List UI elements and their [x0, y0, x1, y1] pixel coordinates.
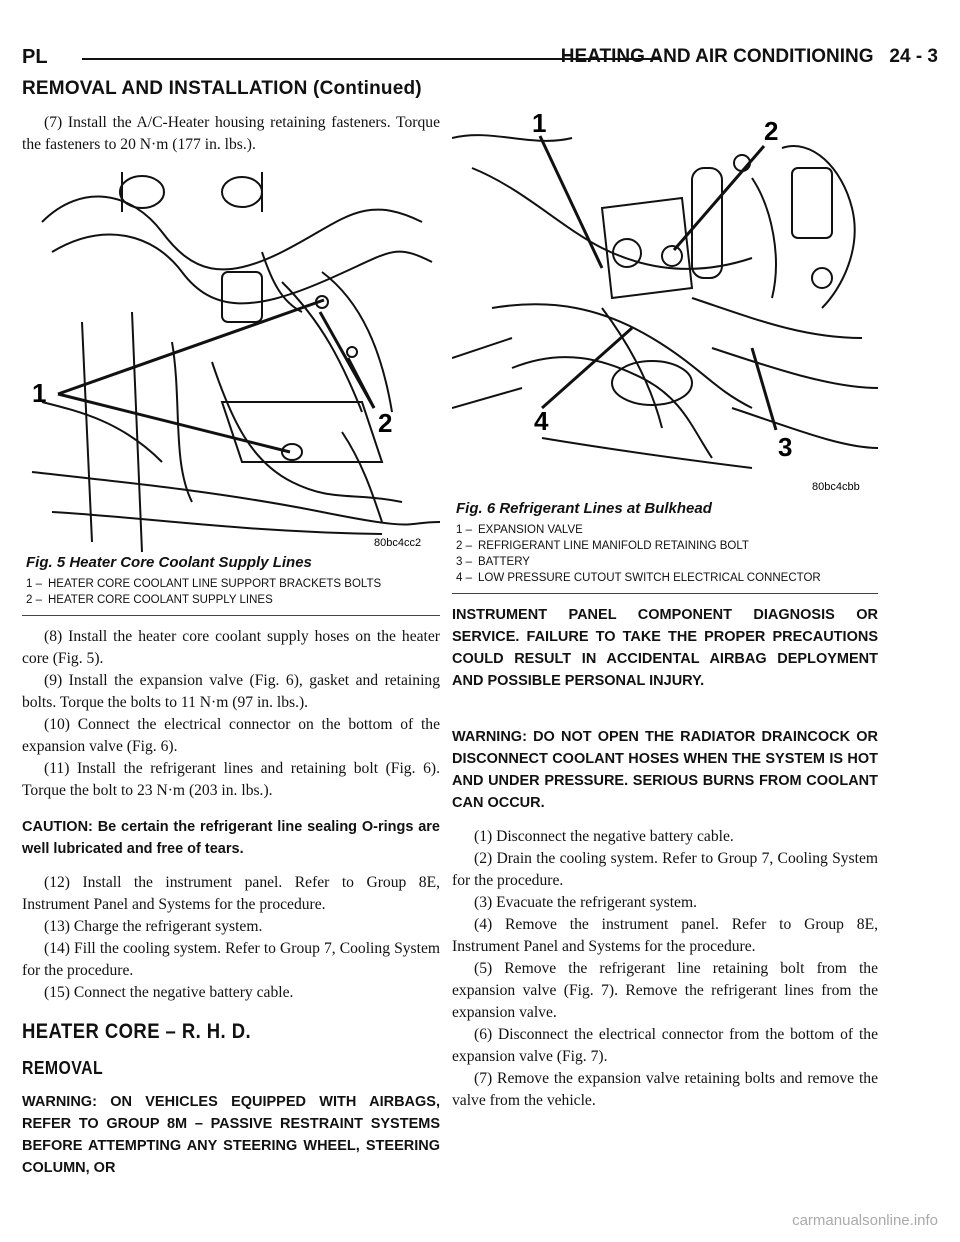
removal-step-6: (6) Disconnect the electrical connector from the bottom of the expansion valve (Fig. 7).	[452, 1026, 878, 1065]
figure-6	[452, 108, 878, 594]
step-14: (14) Fill the cooling system. Refer to Group 7, Cooling System for the procedure.	[22, 940, 440, 979]
section-code: PL	[22, 46, 48, 68]
coolant-warning: WARNING: DO NOT OPEN THE RADIATOR DRAINCOCK OR DISCONNECT COOLANT HOSES WHEN THE SYSTEM IS HOT AND UNDER PRESSURE. SERIOUS BURNS FROM COOLANT CAN OCCUR.	[452, 729, 878, 811]
figure-5-illustration	[22, 162, 440, 552]
fig6-callout-3: 3	[778, 432, 793, 462]
figure-5-legend	[26, 577, 440, 607]
step-11: (11) Install the refrigerant lines and retaining bolt (Fig. 6). Torque the bolt to 23 N·m (203 in. lbs.).	[22, 760, 440, 799]
removal-step-5: (5) Remove the refrigerant line retaining bolt from the expansion valve (Fig. 7). Remove the refrigerant lines from the expansion valve.	[452, 960, 878, 1021]
figure-6-rule	[452, 593, 878, 594]
fig6-callout-4: 4	[534, 406, 549, 436]
airbag-warning-continued: INSTRUMENT PANEL COMPONENT DIAGNOSIS OR SERVICE. FAILURE TO TAKE THE PROPER PRECAUTIONS COULD RESULT IN ACCIDENTAL AIRBAG DEPLOYMENT AND POSSIBLE PERSONAL INJURY.	[452, 607, 878, 689]
step-9: (9) Install the expansion valve (Fig. 6), gasket and retaining bolts. Torque the bolts to 11 N·m (97 in. lbs.).	[22, 672, 440, 711]
fig5-callout-1: 1	[32, 378, 47, 408]
right-column	[452, 108, 878, 1112]
legend-item: 1 – HEATER CORE COOLANT LINE SUPPORT BRACKETS BOLTS	[26, 578, 382, 590]
step-7-install: (7) Install the A/C-Heater housing retaining fasteners. Torque the fasteners to 20 N·m (177 in. lbs.).	[22, 114, 440, 153]
page-number: 24 - 3	[889, 46, 938, 67]
legend-item: 2 – HEATER CORE COOLANT SUPPLY LINES	[26, 594, 273, 606]
left-column	[22, 112, 440, 1179]
removal-step-1: (1) Disconnect the negative battery cable.	[474, 828, 734, 845]
figure-5-rule	[22, 615, 440, 616]
airbag-warning: WARNING: ON VEHICLES EQUIPPED WITH AIRBAGS, REFER TO GROUP 8M – PASSIVE RESTRAINT SYSTEMS BEFORE ATTEMPTING ANY STEERING WHEEL, STEERING COLUMN, OR	[22, 1094, 440, 1176]
removal-step-2: (2) Drain the cooling system. Refer to Group 7, Cooling System for the procedure.	[452, 850, 878, 889]
page-header	[22, 42, 938, 72]
legend-item: 1 – EXPANSION VALVE	[456, 524, 583, 536]
removal-heading: REMOVAL	[22, 1058, 104, 1078]
figure-6-legend	[456, 523, 878, 585]
removal-step-7: (7) Remove the expansion valve retaining bolts and remove the valve from the vehicle.	[452, 1070, 878, 1109]
step-10: (10) Connect the electrical connector on the bottom of the expansion valve (Fig. 6).	[22, 716, 440, 755]
fig6-callout-2: 2	[764, 116, 779, 146]
step-8: (8) Install the heater core coolant supply hoses on the heater core (Fig. 5).	[22, 628, 440, 667]
removal-step-3: (3) Evacuate the refrigerant system.	[474, 894, 697, 911]
fig6-callout-1: 1	[532, 108, 547, 138]
continued-heading: REMOVAL AND INSTALLATION (Continued)	[22, 78, 422, 99]
fig5-callout-2: 2	[378, 408, 393, 438]
legend-item: 3 – BATTERY	[456, 556, 530, 568]
header-title: HEATING AND AIR CONDITIONING 24 - 3	[560, 46, 938, 67]
step-12: (12) Install the instrument panel. Refer to Group 8E, Instrument Panel and Systems for the procedure.	[22, 874, 440, 913]
watermark: carmanualsonline.info	[792, 1212, 938, 1229]
caution-note: CAUTION: Be certain the refrigerant line sealing O-rings are well lubricated and free of tears.	[22, 819, 440, 857]
fig6-code: 80bc4cbb	[812, 481, 860, 493]
figure-6-title: Fig. 6 Refrigerant Lines at Bulkhead	[456, 500, 712, 517]
legend-item: 2 – REFRIGERANT LINE MANIFOLD RETAINING BOLT	[456, 540, 749, 552]
step-15: (15) Connect the negative battery cable.	[44, 984, 294, 1001]
section-heading: HEATER CORE – R. H. D.	[22, 1020, 252, 1043]
fig5-code: 80bc4cc2	[374, 537, 422, 549]
figure-5-title: Fig. 5 Heater Core Coolant Supply Lines	[26, 554, 312, 571]
removal-step-4: (4) Remove the instrument panel. Refer to Group 8E, Instrument Panel and Systems for the procedure.	[452, 916, 878, 955]
step-13: (13) Charge the refrigerant system.	[44, 918, 263, 935]
figure-5	[22, 162, 440, 616]
legend-item: 4 – LOW PRESSURE CUTOUT SWITCH ELECTRICAL CONNECTOR	[456, 572, 821, 584]
figure-6-illustration	[452, 108, 878, 498]
